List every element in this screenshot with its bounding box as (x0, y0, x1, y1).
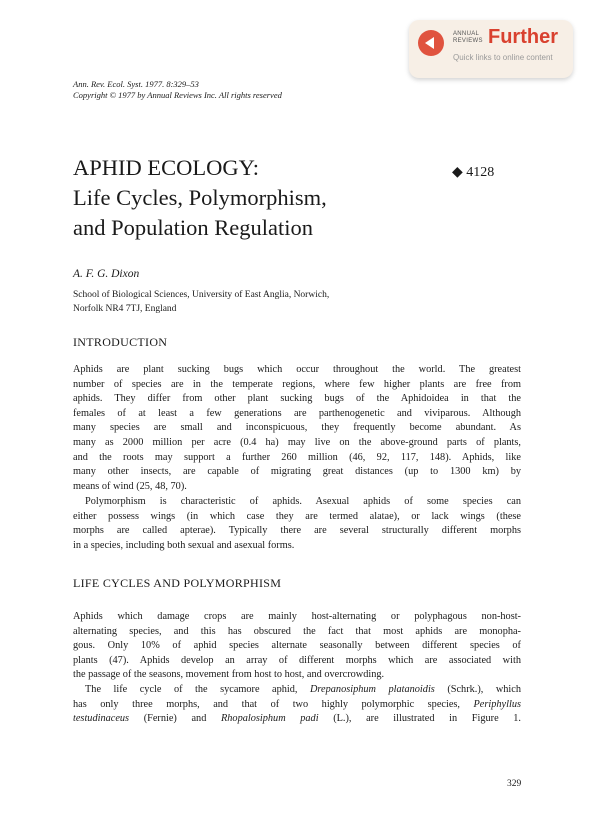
text-line: gous. Only 10% of aphid species alternate seasonally between different species of (73, 640, 521, 652)
further-badge[interactable] (409, 20, 573, 78)
species-name: Periphyllus (473, 698, 521, 710)
title-line-3: and Population Regulation (73, 215, 313, 240)
author-name: A. F. G. Dixon (73, 268, 140, 280)
affiliation-line-2: Norfolk NR4 7TJ, England (73, 304, 177, 314)
text-line: Aphids are plant sucking bugs which occur throughout the world. The greatest (73, 364, 521, 375)
badge-further-label: Further (488, 26, 558, 48)
citation-copyright: Copyright © 1977 by Annual Reviews Inc. All rights reserved (73, 90, 282, 100)
text-line: many as 2000 million per acre (0.4 ha) may live on the above-ground parts of plants, (73, 436, 521, 448)
text-line: aphids. They differ from other plant sucking bugs of the Aphidoidea in that the (73, 393, 521, 405)
text-line: in a species, including both sexual and asexual forms. (73, 539, 295, 551)
back-arrow-icon (418, 30, 444, 56)
text-line: the passage of the seasons, movement from host to host, and overcrowding. (73, 669, 385, 681)
text-line: plants (47). Aphids develop an array of different morphs which are associated with (73, 654, 521, 666)
page-number: 329 (507, 779, 522, 789)
citation-journal: Ann. Rev. Ecol. Syst. 1977. 8:329–53 (73, 79, 199, 89)
text-line: Polymorphism is characteristic of aphids. Asexual aphids of some species can (85, 496, 521, 507)
lifecycle-paragraph-2 (73, 683, 521, 727)
intro-paragraph-1 (73, 363, 521, 494)
badge-subtitle: Quick links to online content (453, 53, 553, 62)
citation (73, 79, 282, 101)
species-name: Drepanosiphum platanoidis (310, 684, 435, 695)
badge-reviews-label: REVIEWS (453, 38, 483, 44)
text-line: The life cycle of the sycamore aphid, Drepanosiphum platanoidis (Schrk.), which (85, 684, 522, 695)
affiliation-line-1: School of Biological Sciences, University of East Anglia, Norwich, (73, 290, 330, 300)
section-heading-life-cycles: LIFE CYCLES AND POLYMORPHISM (73, 576, 282, 590)
author-affiliation (73, 288, 329, 316)
species-name: Rhopalosiphum padi (220, 713, 319, 725)
article-title (73, 153, 327, 243)
text-line: many other insects, are capable of migrating great distances (up to 1300 km) by (73, 466, 521, 478)
text-line: morphs are called apterae). Typically there are several structurally different morphs (73, 525, 521, 537)
title-line-1: APHID ECOLOGY: (73, 155, 260, 180)
text-line: and the roots may support a further 260 million (46, 92, 117, 148). Aphids, like (73, 451, 521, 463)
title-line-2: Life Cycles, Polymorphism, (73, 185, 327, 210)
text-line: testudinaceus (Fernie) and Rhopalosiphum padi (L.), are illustrated in Figure 1. (73, 713, 521, 725)
lifecycle-paragraph-1 (73, 610, 521, 683)
text-line: has only three morphs, and that of two highly polymorphic species, Periphyllus (73, 698, 521, 710)
text-line: number of species are in the temperate regions, where few higher plants are free from (73, 378, 521, 390)
badge-annual-label: ANNUAL (453, 31, 480, 37)
text-line: many species are small and inconspicuous, they frequently become abundant. As (73, 422, 521, 434)
text-line: females of at least a few generations are parthenogenetic and viviparous. Although (73, 407, 521, 419)
species-name: testudinaceus (73, 713, 130, 725)
text-line: means of wind (25, 48, 70). (73, 480, 187, 492)
text-line: either possess wings (in which case they are termed alatae), or lack wings (these (73, 510, 521, 522)
text-line: alternating species, and this has obscured the fact that most aphids are monopha- (73, 625, 521, 637)
intro-paragraph-2 (73, 495, 521, 553)
section-heading-introduction: INTRODUCTION (73, 335, 168, 349)
article-code: ◆ 4128 (452, 165, 495, 180)
text-line: Aphids which damage crops are mainly host-alternating or polyphagous non-host- (73, 611, 521, 622)
